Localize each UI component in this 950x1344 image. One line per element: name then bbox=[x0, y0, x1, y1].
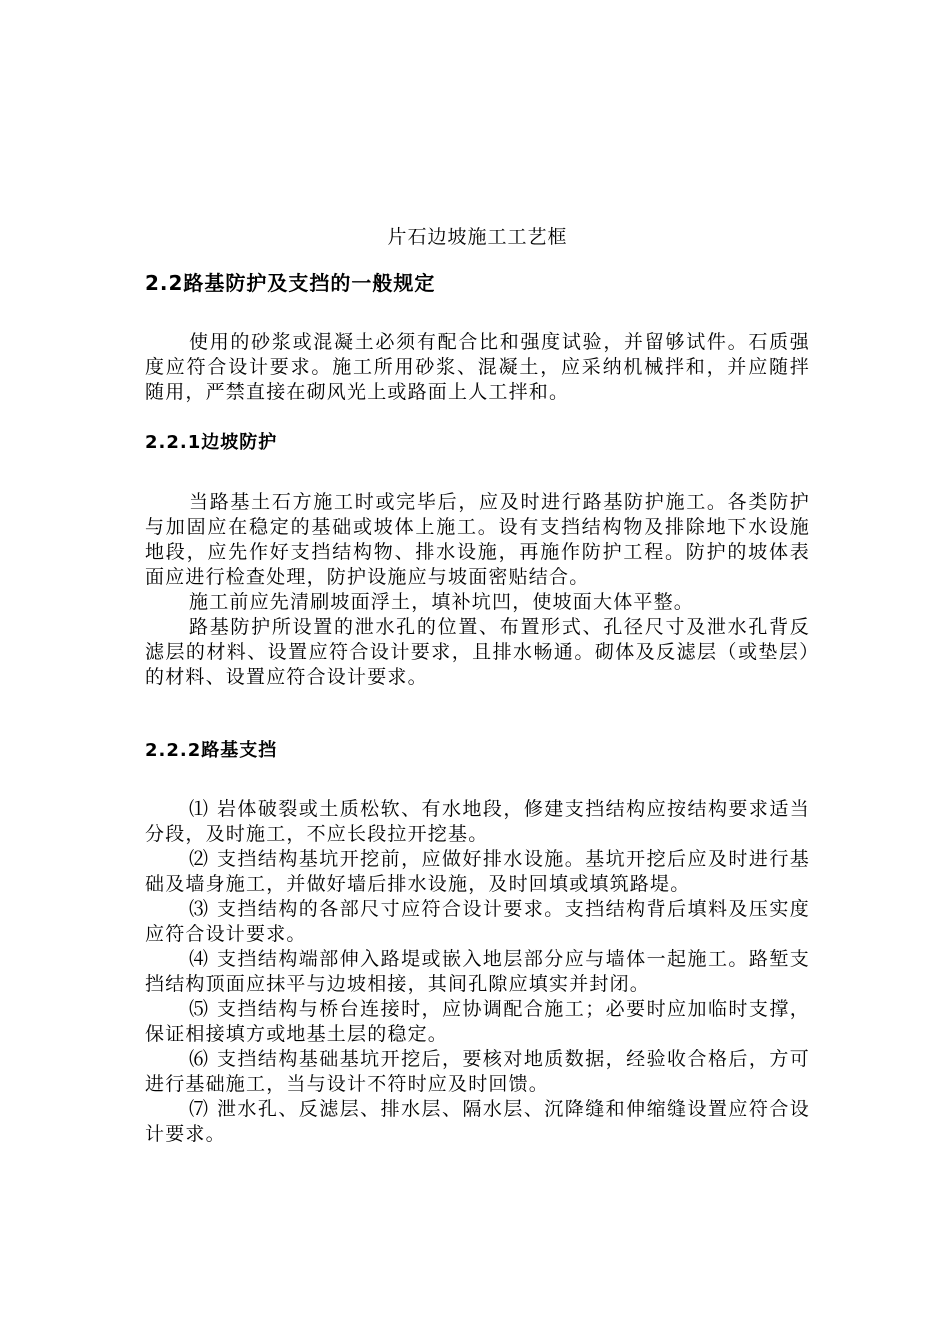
intro-paragraph: 使用的砂浆或混凝土必须有配合比和强度试验，并留够试件。石质强度应符合设计要求。施工所用砂浆、混凝土，应采纳机械拌和，并应随拌随用，严禁直接在砌风光上或路面上人工拌和。 bbox=[145, 331, 810, 403]
subsection-heading-retaining: 2.2.2路基支挡 bbox=[145, 740, 278, 761]
list-item: ⑵ 支挡结构基坑开挖前，应做好排水设施。基坑开挖后应及时进行基础及墙身施工，并做好墙后排水设施，及时回填或填筑路堤。 bbox=[145, 848, 810, 895]
list-item: ⑷ 支挡结构端部伸入路堤或嵌入地层部分应与墙体一起施工。路堑支挡结构顶面应抹平与边坡相接，其间孔隙应填实并封闭。 bbox=[145, 948, 810, 995]
section-intro bbox=[145, 330, 810, 405]
paragraph: 施工前应先清刷坡面浮土，填补坑凹，使坡面大体平整。 bbox=[189, 591, 695, 613]
list-item: ⑹ 支挡结构基础基坑开挖后，要核对地质数据，经验收合格后，方可进行基础施工，当与设计不符时应及时回馈。 bbox=[145, 1048, 810, 1095]
list-item: ⑺ 泄水孔、反滤层、排水层、隔水层、沉降缝和伸缩缝设置应符合设计要求。 bbox=[145, 1098, 810, 1145]
figure-caption: 片石边坡施工工艺框 bbox=[387, 226, 568, 248]
retaining-body bbox=[145, 797, 810, 1147]
list-item: ⑴ 岩体破裂或土质松软、有水地段，修建支挡结构应按结构要求适当分段，及时施工，不应长段拉开挖基。 bbox=[145, 798, 810, 845]
list-item: ⑸ 支挡结构与桥台连接时，应协调配合施工；必要时应加临时支撑，保证相接填方或地基土层的稳定。 bbox=[145, 998, 810, 1045]
section-heading: 2.2路基防护及支挡的一般规定 bbox=[145, 271, 436, 295]
slope-protection-body bbox=[145, 490, 810, 690]
list-item: ⑶ 支挡结构的各部尺寸应符合设计要求。支挡结构背后填料及压实度应符合设计要求。 bbox=[145, 898, 810, 945]
subsection-heading-slope-protection: 2.2.1边坡防护 bbox=[145, 432, 278, 453]
paragraph: 路基防护所设置的泄水孔的位置、布置形式、孔径尺寸及泄水孔背反滤层的材料、设置应符合设计要求，且排水畅通。砌体及反滤层（或垫层）的材料、设置应符合设计要求。 bbox=[145, 616, 810, 688]
paragraph: 当路基土石方施工时或完毕后，应及时进行路基防护施工。各类防护与加固应在稳定的基础或坡体上施工。设有支挡结构物及排除地下水设施地段，应先作好支挡结构物、排水设施，再施作防护工程。防护的坡体表面应进行检查处理，防护设施应与坡面密贴结合。 bbox=[145, 491, 810, 588]
